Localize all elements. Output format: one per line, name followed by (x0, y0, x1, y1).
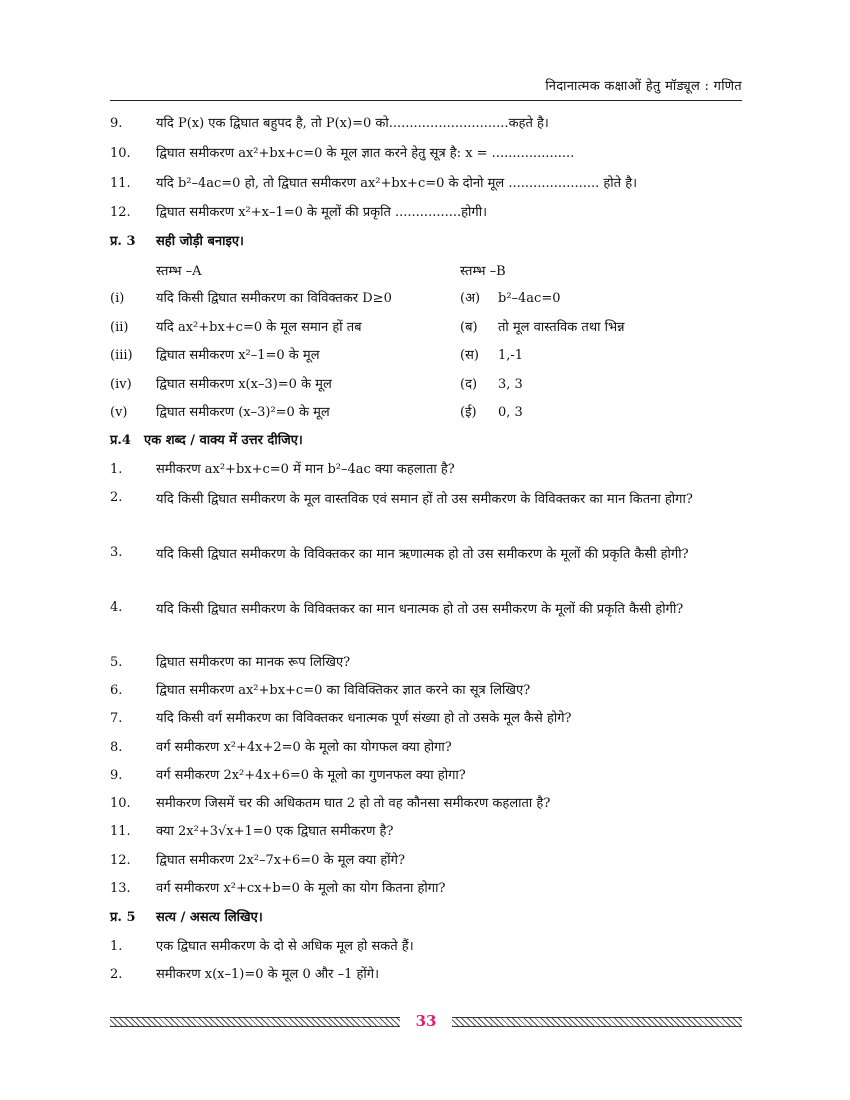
item-text: समीकरण ax²+bx+c=0 में मान b²–4ac क्या कहलाता है? (156, 462, 455, 477)
item-number: 12. (110, 205, 131, 220)
column-b-key: (ई) (460, 405, 477, 420)
item-text: वर्ग समीकरण x²+4x+2=0 के मूलो का योगफल क्या होगा? (156, 740, 452, 755)
page-footer (110, 1012, 742, 1030)
item-number: (ii) (110, 320, 129, 335)
column-b-heading: स्तम्भ –B (460, 264, 506, 279)
item-text: द्विघात समीकरण का मानक रूप लिखिए? (156, 655, 351, 670)
item-text: वर्ग समीकरण x²+cx+b=0 के मूलो का योग कितना होगा? (156, 881, 446, 896)
item-number: 10. (110, 796, 131, 811)
column-b-key: (अ) (460, 291, 481, 306)
item-text: द्विघात समीकरण ax²+bx+c=0 का विविक्तिकर ज्ञात करने का सूत्र लिखिए? (156, 683, 531, 698)
header-rule (110, 100, 742, 101)
item-text: यदि P(x) एक द्विघात बहुपद है, तो P(x)=0 को.............................कहते है। (156, 116, 549, 131)
item-number: 4. (110, 600, 123, 615)
item-number: 9. (110, 768, 123, 783)
column-b-key: (द) (460, 377, 478, 392)
section-number: प्र.4 (110, 433, 131, 448)
item-text: एक द्विघात समीकरण के दो से अधिक मूल हो सकते हैं। (156, 939, 414, 954)
section-title: सही जोड़ी बनाइए। (156, 234, 244, 249)
item-number: 3. (110, 545, 123, 560)
item-number: 2. (110, 490, 123, 505)
item-number: 2. (110, 967, 123, 982)
item-number: 5. (110, 655, 123, 670)
item-number: 11. (110, 176, 131, 191)
item-text: समीकरण x(x–1)=0 के मूल 0 और –1 होंगे। (156, 967, 380, 982)
section-number: प्र. 5 (110, 910, 136, 925)
column-a-heading: स्तम्भ –A (156, 264, 202, 279)
column-a-text: यदि ax²+bx+c=0 के मूल समान हों तब (156, 320, 362, 335)
item-number: 12. (110, 853, 131, 868)
column-b-key: (ब) (460, 320, 478, 335)
column-a-text: द्विघात समीकरण x²–1=0 के मूल (156, 348, 320, 363)
column-b-text: 1,-1 (498, 348, 524, 363)
item-number: 13. (110, 881, 131, 896)
item-number: (iv) (110, 377, 132, 392)
footer-ornament-right (452, 1017, 742, 1027)
item-text: यदि b²–4ac=0 हो, तो द्विघात समीकरण ax²+bx+c=0 के दोनो मूल ...................... होते है। (156, 176, 638, 191)
column-b-text: 0, 3 (498, 405, 523, 420)
item-text: यदि किसी वर्ग समीकरण का विविक्तकर धनात्मक पूर्ण संख्या हो तो उसके मूल कैसे होगे? (156, 711, 572, 726)
item-text: यदि किसी द्विघात समीकरण के विविक्तकर का मान धनात्मक हो तो उस समीकरण के मूलों की प्रकृति कैसी होगी? (156, 602, 684, 617)
item-text: क्या 2x²+3√x+1=0 एक द्विघात समीकरण है? (156, 824, 394, 839)
item-number: (i) (110, 291, 125, 306)
column-b-text: 3, 3 (498, 377, 523, 392)
column-b-text: तो मूल वास्तविक तथा भिन्न (498, 320, 625, 335)
section-number: प्र. 3 (110, 234, 136, 249)
item-number: 1. (110, 462, 123, 477)
column-a-text: यदि किसी द्विघात समीकरण का विविक्तकर D≥0 (156, 291, 392, 306)
item-text: द्विघात समीकरण x²+x–1=0 के मूलों की प्रकृति ................होगी। (156, 205, 488, 220)
column-a-text: द्विघात समीकरण x(x–3)=0 के मूल (156, 377, 332, 392)
item-number: 9. (110, 116, 123, 131)
item-text: द्विघात समीकरण ax²+bx+c=0 के मूल ज्ञात करने हेतु सूत्र है: x = .................... (156, 146, 575, 161)
item-number: 6. (110, 683, 123, 698)
column-b-text: b²–4ac=0 (498, 291, 561, 306)
column-b-key: (स) (460, 348, 479, 363)
item-text: द्विघात समीकरण 2x²–7x+6=0 के मूल क्या होंगे? (156, 853, 405, 868)
section-title: सत्य / असत्य लिखिए। (156, 910, 263, 925)
item-number: (iii) (110, 348, 133, 363)
section-title: एक शब्द / वाक्य में उत्तर दीजिए। (144, 433, 303, 448)
footer-ornament-left (110, 1017, 400, 1027)
item-number: (v) (110, 405, 128, 420)
item-text: समीकरण जिसमें चर की अधिकतम घात 2 हो तो वह कौनसा समीकरण कहलाता है? (156, 796, 551, 811)
item-text: यदि किसी द्विघात समीकरण के विविक्तकर का मान ऋणात्मक हो तो उस समीकरण के मूलों की प्रकृति कैसी होगी? (156, 547, 689, 562)
item-number: 10. (110, 146, 131, 161)
page-number: 33 (415, 1012, 437, 1030)
column-a-text: द्विघात समीकरण (x–3)²=0 के मूल (156, 405, 330, 420)
item-text: वर्ग समीकरण 2x²+4x+6=0 के मूलो का गुणनफल क्या होगा? (156, 768, 466, 783)
item-number: 1. (110, 939, 123, 954)
running-header: निदानात्मक कक्षाओं हेतु मॉड्यूल : गणित (545, 79, 742, 94)
item-number: 8. (110, 740, 123, 755)
item-text: यदि किसी द्विघात समीकरण के मूल वास्तविक एवं समान हों तो उस समीकरण के विविक्तकर का मान कितना होगा? (156, 492, 693, 507)
item-number: 11. (110, 824, 131, 839)
item-number: 7. (110, 711, 123, 726)
